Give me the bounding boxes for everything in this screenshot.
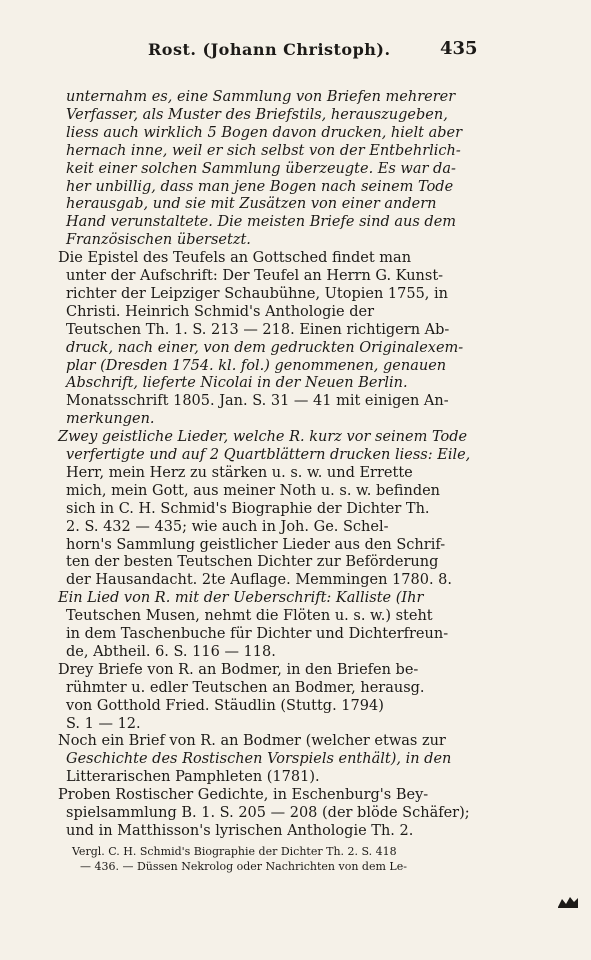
ink-blot-mark [556, 895, 580, 909]
text-line: ten der besten Teutschen Dichter zur Beförderung [66, 554, 439, 571]
text-line: Ein Lied von R. mit der Ueberschrift: Kalliste (Ihr [58, 590, 424, 607]
text-line: spielsammlung B. 1. S. 205 — 208 (der blöde Schäfer); [66, 805, 470, 821]
text-line: de, Abtheil. 6. S. 116 — 118. [66, 643, 276, 660]
page-number: 435 [440, 38, 478, 59]
text-line: S. 1 — 12. [66, 715, 141, 732]
text-line: unter der Aufschrift: Der Teufel an Herrn G. Kunst- [66, 268, 444, 284]
text-line: Drey Briefe von R. an Bodmer, in den Briefen be- [58, 661, 419, 678]
text-line: herausgab, und sie mit Zusätzen von einer andern [66, 196, 437, 213]
text-line: her unbillig, dass man jene Bogen nach seinem Tode [66, 178, 454, 195]
text-line: Hand verunstaltete. Die meisten Briefe sind aus dem [66, 214, 457, 231]
text-line: 2. S. 432 — 435; wie auch in Joh. Ge. Schel- [66, 518, 389, 535]
text-line: von Gotthold Fried. Stäudlin (Stuttg. 1794) [66, 697, 384, 714]
text-line: keit einer solchen Sammlung überzeugte. Es war da- [66, 160, 456, 177]
text-line: Die Epistel des Teufels an Gottsched findet man [58, 250, 412, 267]
text-line: richter der Leipziger Schaubühne, Utopien 1755, in [66, 285, 448, 302]
text-line: Teutschen Th. 1. S. 213 — 218. Einen richtigern Ab- [66, 321, 450, 338]
text-line: hernach inne, weil er sich selbst von der Entbehrlich- [66, 142, 461, 159]
text-line: Litterarischen Pamphleten (1781). [66, 769, 320, 786]
text-line: in dem Taschenbuche für Dichter und Dichterfreun- [66, 626, 449, 642]
text-line: Französischen übersetzt. [66, 232, 251, 249]
text-line: Verfasser, als Muster des Briefstils, herauszugeben, [66, 106, 448, 123]
text-line: Abschrift, lieferte Nicolai in der Neuen Berlin. [66, 375, 408, 392]
text-line: Geschichte des Rostischen Vorspiels enthält), in den [66, 751, 452, 768]
text-line: Zwey geistliche Lieder, welche R. kurz vor seinem Tode [58, 429, 468, 446]
text-line: Teutschen Musen, nehmt die Flöten u. s. w.) steht [66, 608, 433, 625]
text-line: liess auch wirklich 5 Bogen davon drucken, hielt aber [66, 124, 463, 141]
text-line: druck, nach einer, von dem gedruckten Originalexem- [66, 339, 464, 356]
text-line: verfertigte und auf 2 Quartblättern drucken liess: Eile, [66, 447, 471, 463]
text-line: der Hausandacht. 2te Auflage. Memmingen 1780. 8. [66, 572, 453, 589]
text-line: Proben Rostischer Gedichte, in Eschenburg's Bey- [58, 787, 429, 804]
text-line: plar (Dresden 1754. kl. fol.) genommenen, genauen [66, 357, 447, 374]
text-line: Noch ein Brief von R. an Bodmer (welcher etwas zur [58, 733, 446, 750]
text-line: Christi. Heinrich Schmid's Anthologie der [66, 303, 375, 320]
footnote-line: — 436. — Düssen Nekrolog oder Nachrichten von dem Le- [80, 860, 407, 873]
text-line: Monatsschrift 1805. Jan. S. 31 — 41 mit einigen An- [66, 393, 449, 410]
text-line: merkungen. [66, 411, 155, 428]
text-line: rühmter u. edler Teutschen an Bodmer, herausg. [66, 679, 425, 696]
text-line: und in Matthisson's lyrischen Anthologie Th. 2. [66, 822, 414, 839]
page-header [0, 38, 591, 62]
text-line: mich, mein Gott, aus meiner Noth u. s. w. befinden [66, 482, 441, 499]
text-line: horn's Sammlung geistlicher Lieder aus den Schrif- [66, 536, 446, 553]
footnote-line: Vergl. C. H. Schmid's Biographie der Dichter Th. 2. S. 418 [72, 845, 397, 858]
text-line: Herr, mein Herz zu stärken u. s. w. und Errette [66, 464, 413, 481]
text-line: unternahm es, eine Sammlung von Briefen mehrerer [66, 89, 456, 105]
running-head: Rost. (Johann Christoph). [148, 40, 391, 59]
text-line: sich in C. H. Schmid's Biographie der Dichter Th. [66, 500, 430, 517]
